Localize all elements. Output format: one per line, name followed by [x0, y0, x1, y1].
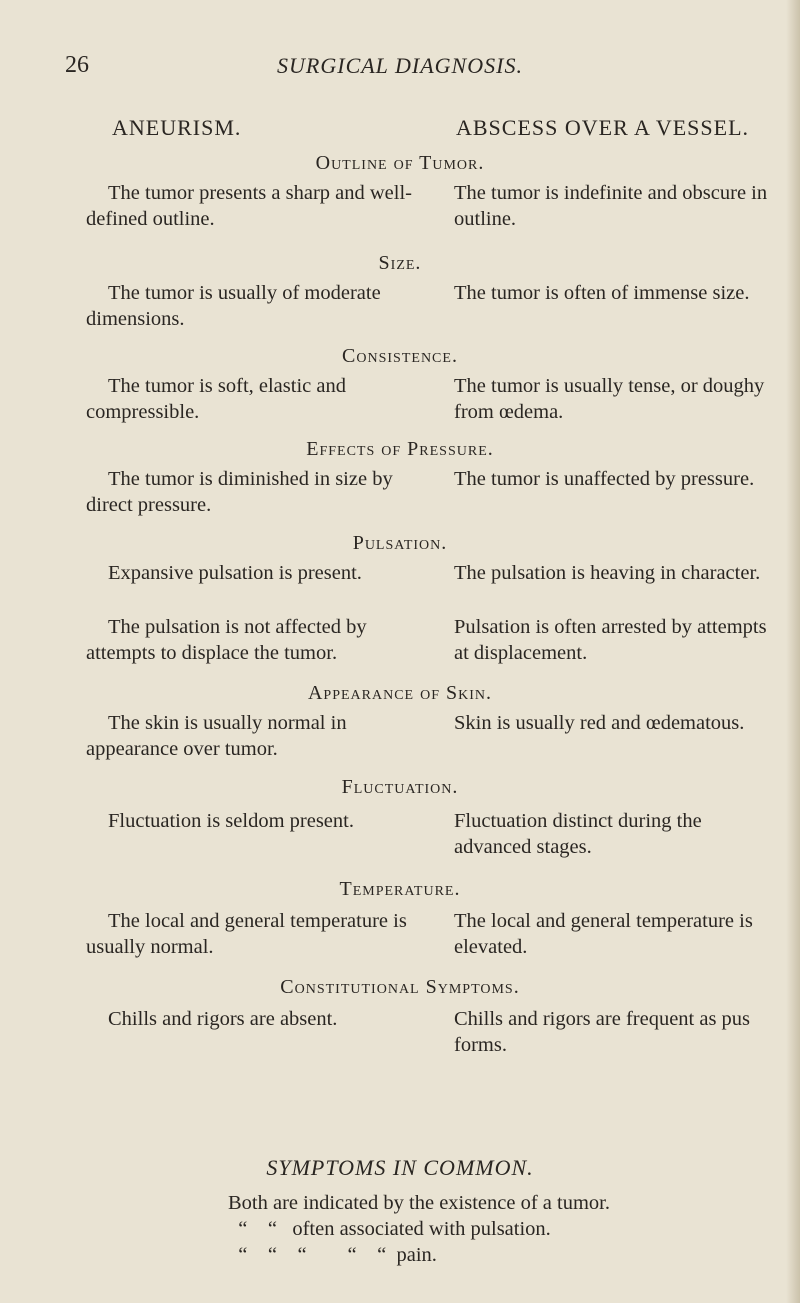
- symptoms-in-common-list: [228, 1190, 610, 1268]
- section-title: Pulsation.: [352, 532, 448, 554]
- common-line: “ “ often associated with pulsation.: [228, 1218, 551, 1240]
- section-title: Temperature.: [339, 878, 461, 900]
- section-fluctuation: [0, 774, 800, 860]
- section-title: Consistence.: [342, 345, 458, 367]
- section-title: Constitutional Symptoms.: [280, 976, 520, 998]
- section-title: Appearance of Skin.: [307, 682, 493, 704]
- aneurism-text: Fluctuation is seldom present.: [108, 810, 354, 832]
- column-heading-aneurism: ANEURISM.: [112, 115, 242, 140]
- section-temperature: [0, 876, 800, 960]
- aneurism-text: The tumor is diminished in size by direct pressure.: [86, 468, 393, 516]
- running-head: [0, 52, 800, 82]
- abscess-text: The pulsation is heaving in character.: [454, 562, 761, 584]
- abscess-text: Chills and rigors are frequent as pus forms.: [454, 1008, 751, 1056]
- aneurism-text: Chills and rigors are absent.: [108, 1008, 338, 1030]
- aneurism-text: The skin is usually normal in appearance over tumor.: [86, 712, 347, 760]
- aneurism-text: The tumor is usually of moderate dimensions.: [86, 282, 381, 330]
- aneurism-text-2: The pulsation is not affected by attempts to displace the tumor.: [86, 616, 367, 664]
- section-title: Fluctuation.: [341, 776, 459, 798]
- abscess-text: The local and general temperature is elevated.: [454, 910, 753, 958]
- common-line: “ “ “ “ “ pain.: [228, 1244, 437, 1266]
- section-effects-of-pressure: [0, 436, 800, 518]
- section-size: [0, 250, 800, 332]
- abscess-text-2: Pulsation is often arrested by attempts at displacement.: [454, 616, 767, 664]
- page-number: 26: [65, 52, 89, 78]
- section-title: Outline of Tumor.: [315, 152, 485, 174]
- common-line: Both are indicated by the existence of a tumor.: [228, 1192, 610, 1214]
- symptoms-in-common-heading: SYMPTOMS IN COMMON.: [266, 1155, 534, 1180]
- section-pulsation: [0, 530, 800, 666]
- abscess-text: The tumor is indefinite and obscure in outline.: [454, 182, 768, 230]
- section-consistence: [0, 343, 800, 425]
- aneurism-text: The local and general temperature is usually normal.: [86, 910, 407, 958]
- aneurism-text: The tumor presents a sharp and well-defined outline.: [86, 182, 412, 230]
- abscess-text: Skin is usually red and œdematous.: [454, 712, 745, 734]
- running-title: SURGICAL DIAGNOSIS.: [277, 53, 523, 78]
- aneurism-text: Expansive pulsation is present.: [108, 562, 362, 584]
- column-heading-abscess: ABSCESS OVER A VESSEL.: [456, 115, 750, 140]
- section-constitutional-symptoms: [0, 974, 800, 1058]
- section-title: Effects of Pressure.: [306, 438, 494, 460]
- section-title: Size.: [378, 252, 422, 274]
- abscess-text: The tumor is unaffected by pressure.: [454, 468, 755, 490]
- abscess-text: The tumor is often of immense size.: [454, 282, 750, 304]
- section-outline: [0, 150, 800, 232]
- section-appearance-of-skin: [0, 680, 800, 762]
- abscess-text: Fluctuation distinct during the advanced stages.: [454, 810, 702, 858]
- aneurism-text: The tumor is soft, elastic and compressible.: [86, 375, 346, 423]
- abscess-text: The tumor is usually tense, or doughy from œdema.: [454, 375, 765, 423]
